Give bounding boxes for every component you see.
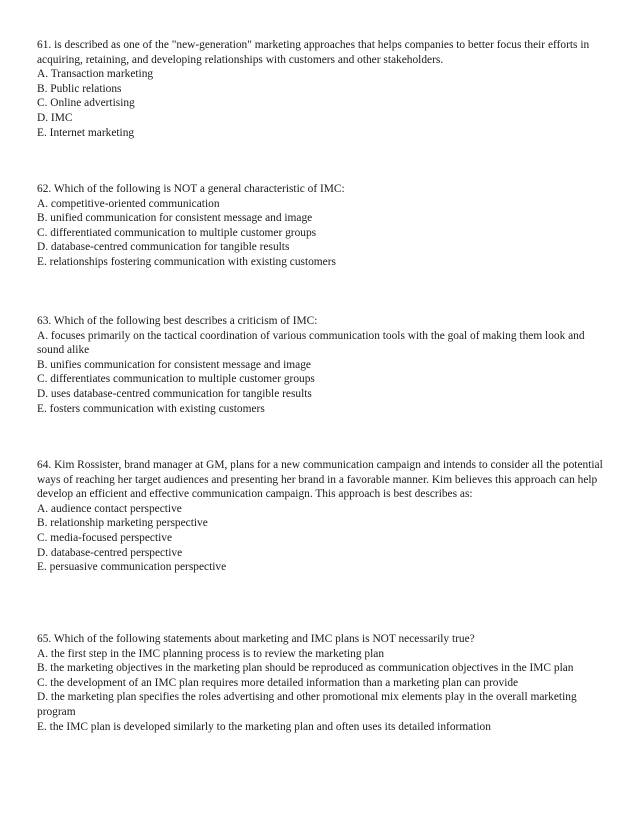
option-e: E. fosters communication with existing customers <box>37 402 265 415</box>
option-b: B. relationship marketing perspective <box>37 517 208 530</box>
option-a: A. focuses primarily on the tactical coordination of various communication tools with the goal of making them look and sound alike <box>37 329 585 357</box>
option-b: B. the marketing objectives in the marketing plan should be reproduced as communication objectives in the IMC plan <box>37 662 574 675</box>
option-e: E. Internet marketing <box>37 126 135 139</box>
question-stem: 63. Which of the following best describes a criticism of IMC: <box>37 315 318 327</box>
question-stem: 61. is described as one of the "new-generation" marketing approaches that helps companies to better focus their efforts in acquiring, retaining, and developing relationships with customers and other stakeholders. <box>37 39 590 66</box>
option-c: C. differentiated communication to multiple customer groups <box>37 226 317 239</box>
question-65 <box>37 632 607 734</box>
question-62 <box>37 182 607 270</box>
option-e: E. the IMC plan is developed similarly to the marketing plan and often uses its detailed information <box>37 720 491 733</box>
question-63 <box>37 314 607 416</box>
option-c: C. differentiates communication to multiple customer groups <box>37 373 315 386</box>
option-d: D. IMC <box>37 111 73 124</box>
question-64 <box>37 458 607 575</box>
option-a: A. Transaction marketing <box>37 68 154 81</box>
question-stem: 64. Kim Rossister, brand manager at GM, plans for a new communication campaign and intends to consider all the potential ways of reaching her target audiences and presenting her brand in a favorable manner. Kim believes this approach can help develop an efficient and effective communication campaign. This approach is best describes as: <box>37 459 603 501</box>
option-e: E. relationships fostering communication with existing customers <box>37 255 336 268</box>
option-b: B. unified communication for consistent message and image <box>37 212 313 225</box>
option-a: A. competitive-oriented communication <box>37 197 220 210</box>
option-d: D. database-centred perspective <box>37 546 183 559</box>
option-b: B. unifies communication for consistent message and image <box>37 358 311 371</box>
option-d: D. uses database-centred communication for tangible results <box>37 387 312 400</box>
option-b: B. Public relations <box>37 82 122 95</box>
option-a: A. the first step in the IMC planning process is to review the marketing plan <box>37 647 385 660</box>
option-c: C. the development of an IMC plan requires more detailed information than a marketing plan can provide <box>37 676 519 689</box>
option-e: E. persuasive communication perspective <box>37 561 227 574</box>
option-c: C. Online advertising <box>37 97 135 110</box>
option-d: D. the marketing plan specifies the roles advertising and other promotional mix elements play in the overall marketing program <box>37 691 577 718</box>
option-c: C. media-focused perspective <box>37 531 173 544</box>
option-a: A. audience contact perspective <box>37 502 182 515</box>
question-61 <box>37 38 607 140</box>
option-d: D. database-centred communication for tangible results <box>37 241 290 254</box>
question-stem: 62. Which of the following is NOT a general characteristic of IMC: <box>37 183 345 195</box>
question-stem: 65. Which of the following statements about marketing and IMC plans is NOT necessarily true? <box>37 633 475 645</box>
